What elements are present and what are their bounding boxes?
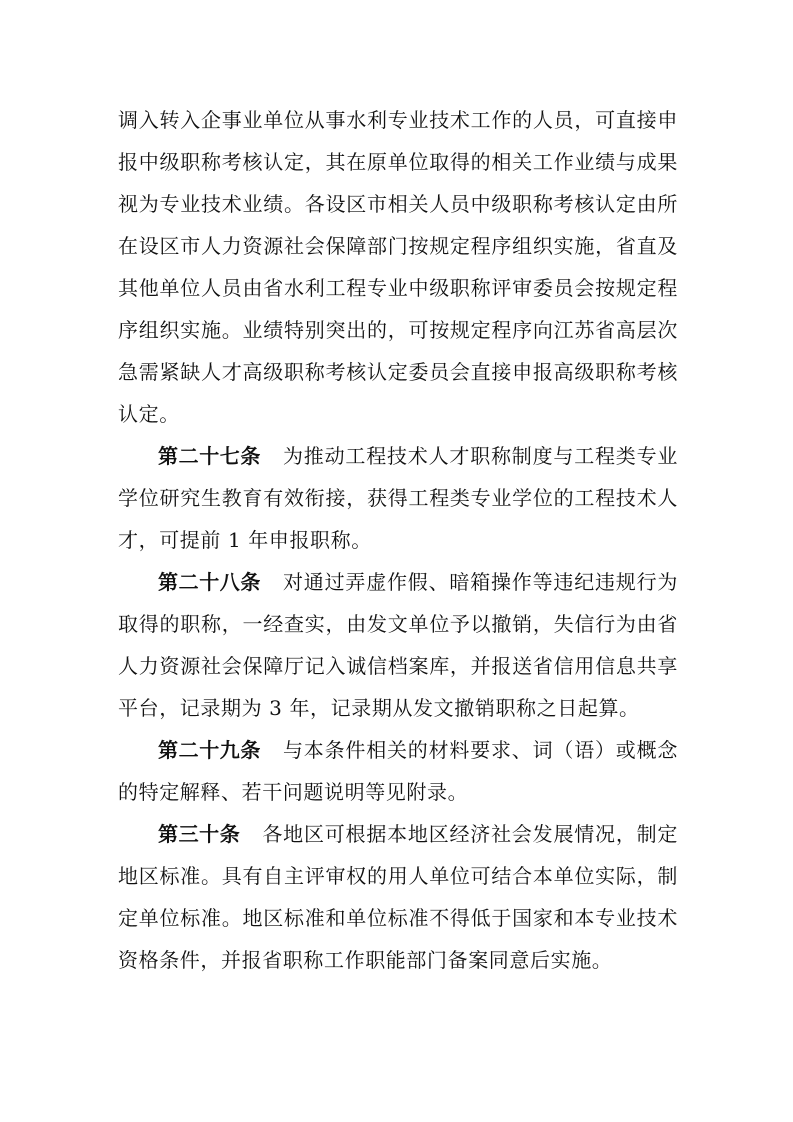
article-30 bbox=[118, 813, 678, 981]
document-body bbox=[118, 99, 678, 981]
article-title: 第二十九条 bbox=[158, 738, 261, 762]
article-text: 各地区可根据本地区经济社会发展情况，制定地区标准。具有自主评审权的用人单位可结合本单位实际，制定单位标准。地区标准和单位标准不得低于国家和本专业技术资格条件，并报省职称工作职能部门备案同意后实施。 bbox=[118, 822, 679, 972]
article-title: 第二十八条 bbox=[158, 570, 261, 594]
article-29 bbox=[118, 729, 678, 813]
article-27 bbox=[118, 435, 678, 561]
article-title: 第三十条 bbox=[158, 822, 241, 846]
article-text: 对通过弄虚作假、暗箱操作等违纪违规行为取得的职称，一经查实，由发文单位予以撤销，失信行为由省人力资源社会保障厅记入诚信档案库，并报送省信用信息共享平台，记录期为 3 年，记录期从发文撤销职称之日起算。 bbox=[118, 570, 678, 720]
article-title: 第二十七条 bbox=[158, 444, 261, 468]
article-28 bbox=[118, 561, 678, 729]
article-text: 为推动工程技术人才职称制度与工程类专业学位研究生教育有效衔接，获得工程类专业学位的工程技术人才，可提前 1 年申报职称。 bbox=[118, 444, 678, 552]
article-text: 与本条件相关的材料要求、词（语）或概念的特定解释、若干问题说明等见附录。 bbox=[118, 738, 678, 804]
paragraph-text: 调入转入企事业单位从事水利专业技术工作的人员，可直接申报中级职称考核认定，其在原单位取得的相关工作业绩与成果视为专业技术业绩。各设区市相关人员中级职称考核认定由所在设区市人力资源社会保障部门按规定程序组织实施，省直及其他单位人员由省水利工程专业中级职称评审委员会按规定程序组织实施。业绩特别突出的，可按规定程序向江苏省高层次急需紧缺人才高级职称考核认定委员会直接申报高级职称考核认定。 bbox=[118, 108, 678, 426]
paragraph-continuation bbox=[118, 99, 678, 435]
